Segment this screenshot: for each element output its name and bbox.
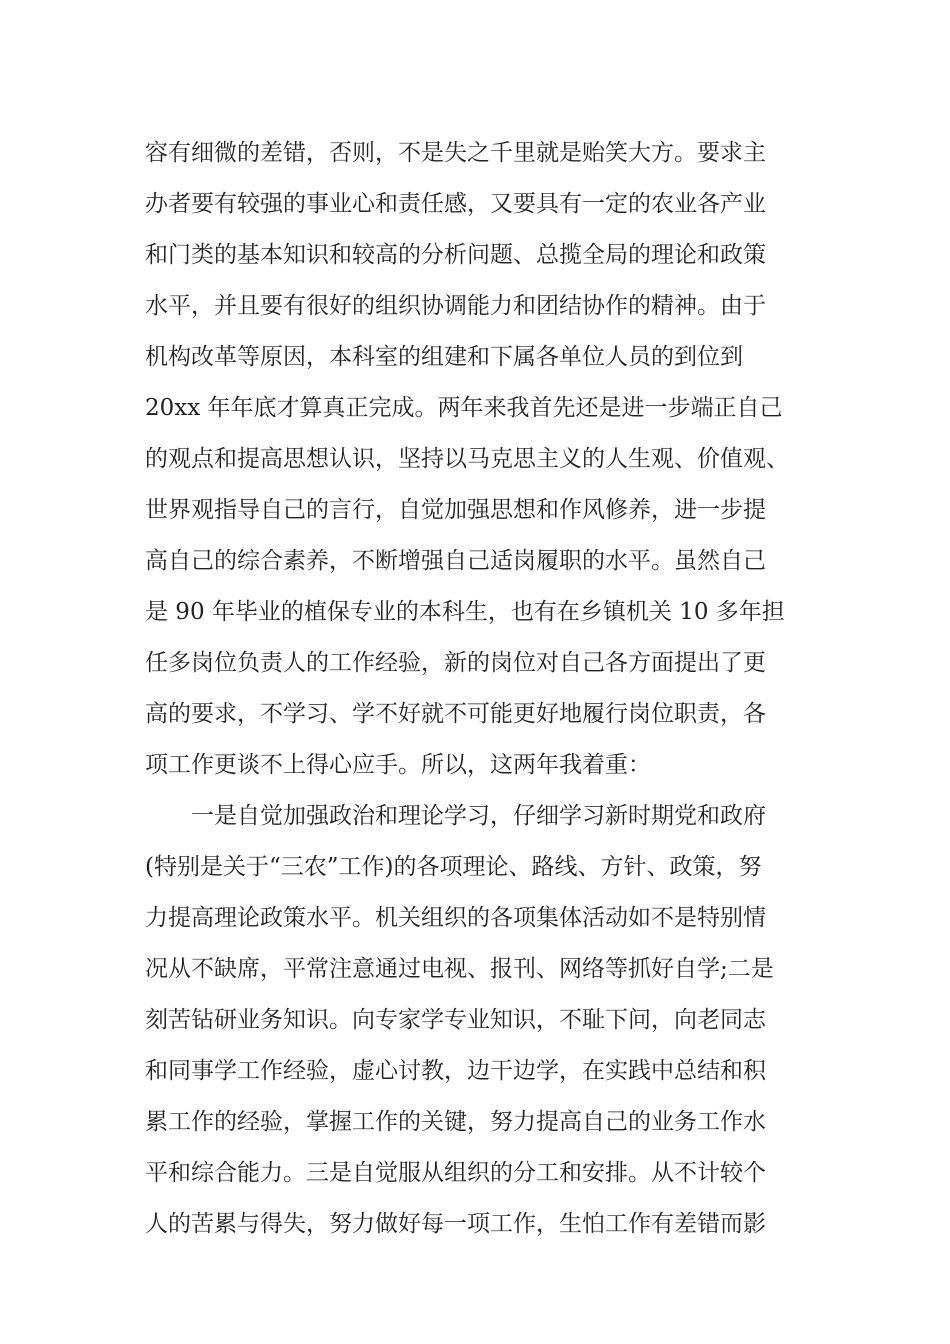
text-line: 办者要有较强的事业心和责任感，又要具有一定的农业各产业 (145, 191, 766, 217)
paragraph-first-line: 一是自觉加强政治和理论学习，仔细学习新时期党和政府 (191, 803, 766, 829)
body-text (145, 128, 825, 1250)
text-line: 世界观指导自己的言行，自觉加强思想和作风修养，进一步提 (145, 497, 766, 523)
text-line: 和同事学工作经验，虚心讨教，边干边学，在实践中总结和积 (145, 1058, 766, 1084)
text-line: 力提高理论政策水平。机关组织的各项集体活动如不是特别情 (145, 905, 766, 931)
text-line: (特别是关于“三农”工作)的各项理论、路线、方针、政策，努 (145, 854, 762, 880)
text-line: 20xx 年年底才算真正完成。两年来我首先还是进一步端正自己 (145, 395, 783, 421)
text-line: 高自己的综合素养，不断增强自己适岗履职的水平。虽然自己 (145, 548, 766, 574)
text-line: 水平，并且要有很好的组织协调能力和团结协作的精神。由于 (145, 293, 766, 319)
text-line: 人的苦累与得失，努力做好每一项工作，生怕工作有差错而影 (145, 1211, 766, 1237)
text-line: 机构改革等原因，本科室的组建和下属各单位人员的到位到 (145, 344, 743, 370)
text-line: 平和综合能力。三是自觉服从组织的分工和安排。从不计较个 (145, 1160, 766, 1186)
text-line: 容有细微的差错，否则，不是失之千里就是贻笑大方。要求主 (145, 140, 766, 166)
text-line: 刻苦钻研业务知识。向专家学专业知识，不耻下问，向老同志 (145, 1007, 766, 1033)
text-line: 任多岗位负责人的工作经验，新的岗位对自己各方面提出了更 (145, 650, 766, 676)
text-line: 和门类的基本知识和较高的分析问题、总揽全局的理论和政策 (145, 242, 766, 268)
text-line: 况从不缺席，平常注意通过电视、报刊、网络等抓好自学;二是 (145, 956, 774, 982)
text-line: 高的要求，不学习、学不好就不可能更好地履行岗位职责，各 (145, 701, 766, 727)
text-line: 累工作的经验，掌握工作的关键，努力提高自己的业务工作水 (145, 1109, 766, 1135)
text-line: 的观点和提高思想认识，坚持以马克思主义的人生观、价值观、 (145, 446, 789, 472)
text-line: 是 90 年毕业的植保专业的本科生，也有在乡镇机关 10 多年担 (145, 599, 785, 625)
text-line: 项工作更谈不上得心应手。所以，这两年我着重： (145, 752, 651, 778)
